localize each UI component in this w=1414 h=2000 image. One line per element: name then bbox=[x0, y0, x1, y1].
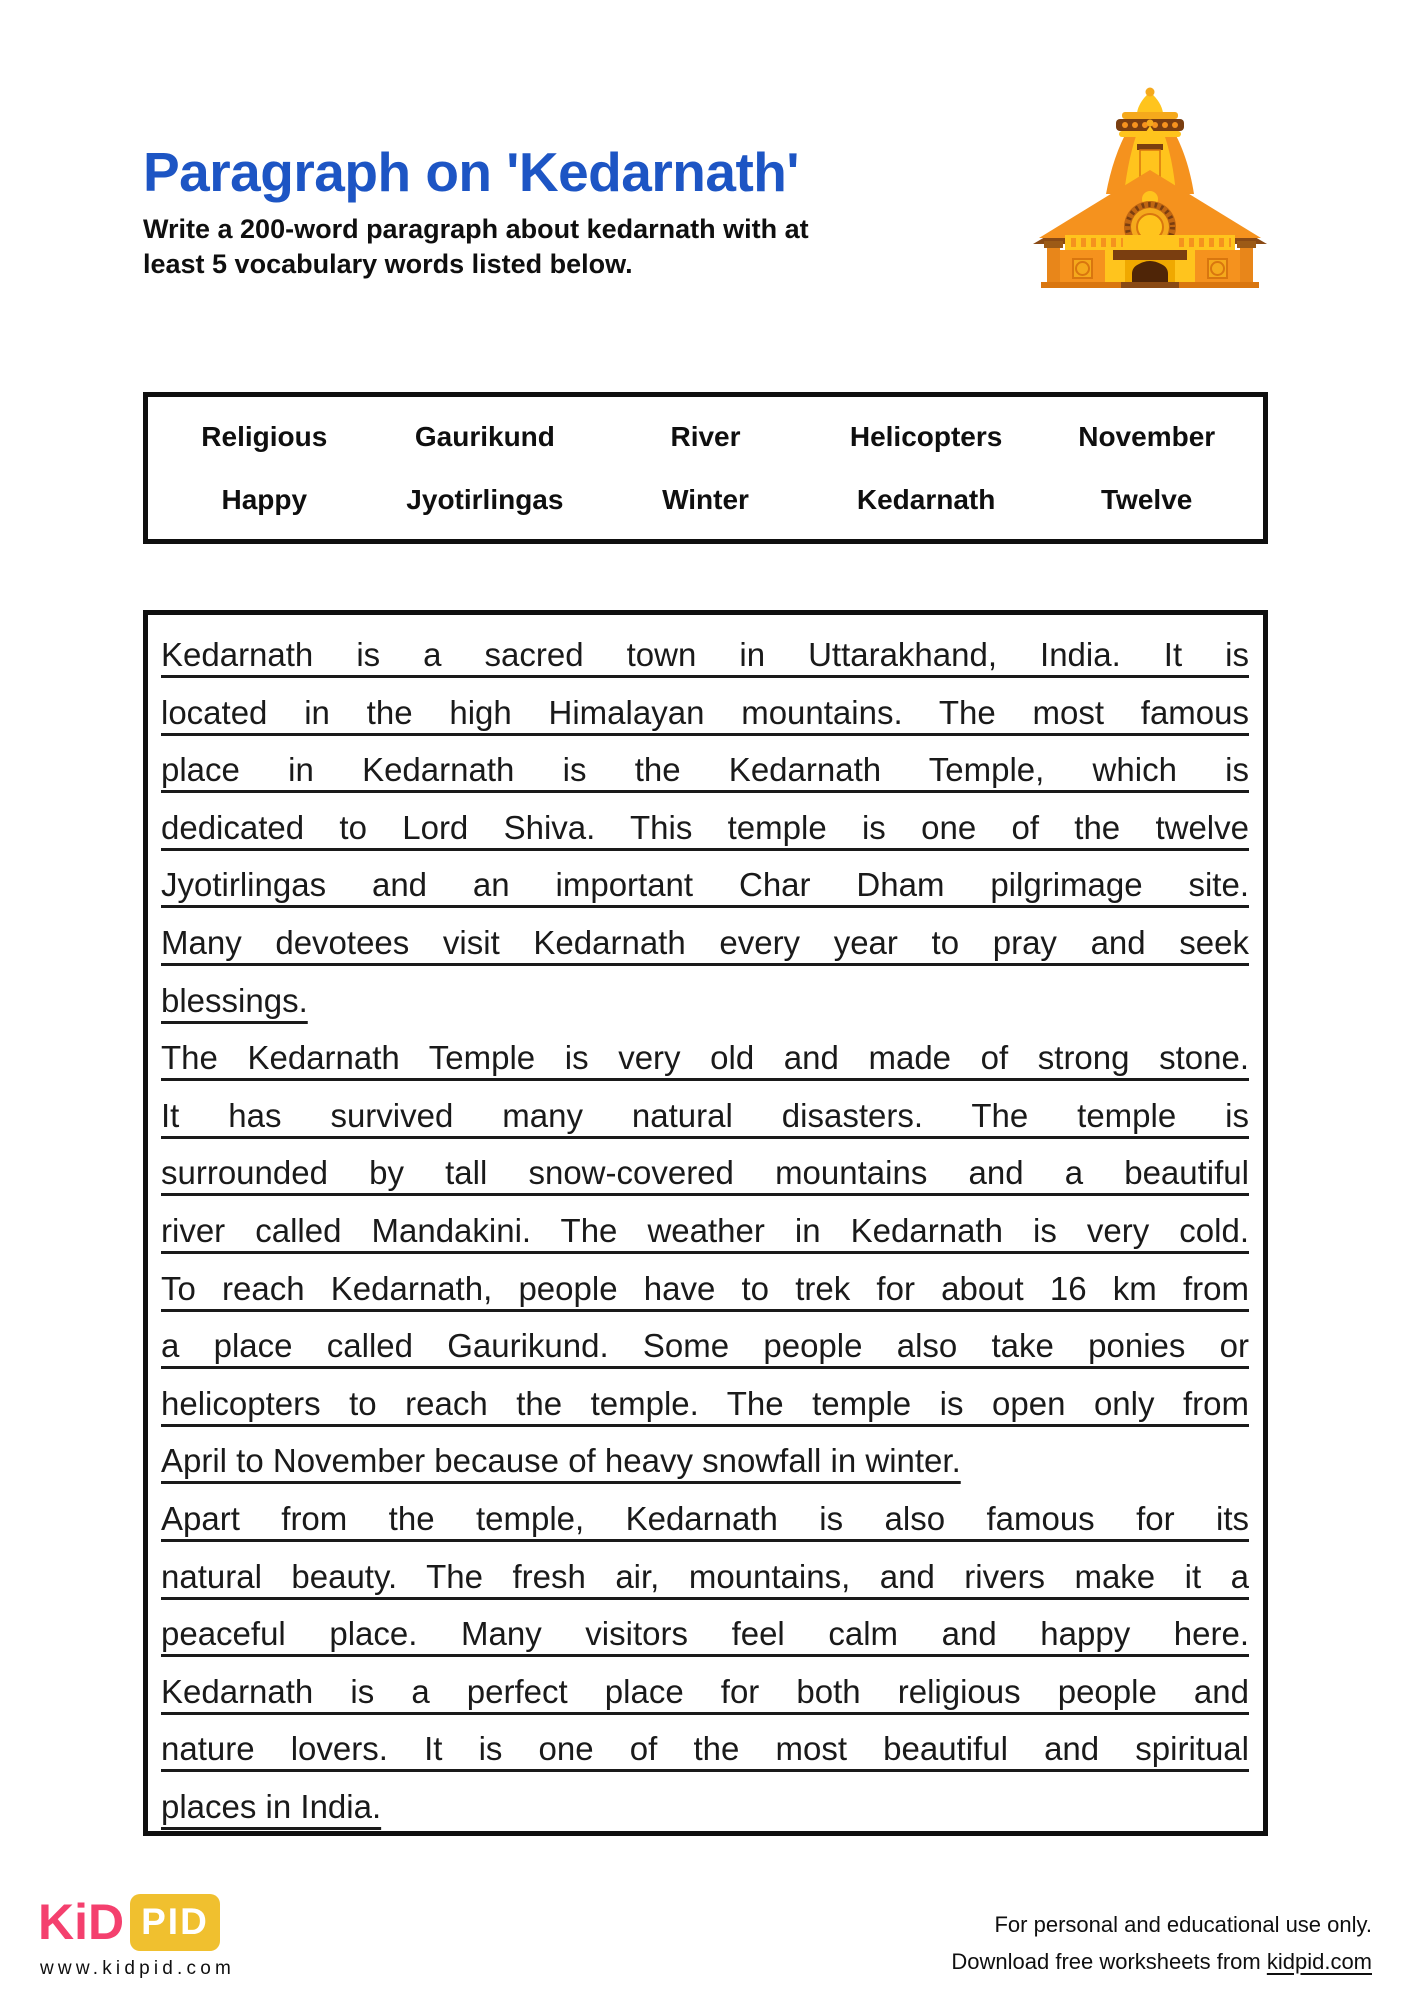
kidpid-link[interactable]: kidpid.com bbox=[1266, 1949, 1372, 1974]
essay-line: April to November because of heavy snowfall in winter. bbox=[161, 1442, 961, 1480]
essay-line: places in India. bbox=[161, 1787, 382, 1825]
footer-note-line-1: For personal and educational use only. bbox=[994, 1912, 1372, 1937]
essay-line: dedicated to Lord Shiva. This temple is one of the twelve bbox=[161, 808, 1249, 846]
essay-line: It has survived many natural disasters. The temple is bbox=[161, 1096, 1249, 1134]
worksheet-instructions bbox=[143, 212, 809, 282]
essay-line: helicopters to reach the temple. The temple is open only from bbox=[161, 1384, 1249, 1422]
essay-line: Apart from the temple, Kedarnath is also famous for its bbox=[161, 1499, 1249, 1537]
essay-line: natural beauty. The fresh air, mountains, and rivers make it a bbox=[161, 1557, 1249, 1595]
essay-line: nature lovers. It is one of the most beautiful and spiritual bbox=[161, 1730, 1249, 1768]
essay-line: place in Kedarnath is the Kedarnath Temple, which is bbox=[161, 751, 1249, 789]
vocab-word: November bbox=[1078, 420, 1216, 452]
instructions-line-1: Write a 200-word paragraph about kedarnath with at bbox=[143, 214, 809, 244]
essay-line: surrounded by tall snow-covered mountains and a beautiful bbox=[161, 1154, 1249, 1192]
vocab-word: Twelve bbox=[1101, 483, 1193, 515]
essay-line: river called Mandakini. The weather in Kedarnath is very cold. bbox=[161, 1211, 1249, 1249]
essay-line: blessings. bbox=[161, 981, 308, 1019]
essay-line: To reach Kedarnath, people have to trek for about 16 km from bbox=[161, 1269, 1249, 1307]
essay-line: peaceful place. Many visitors feel calm and happy here. bbox=[161, 1615, 1249, 1653]
kidpid-logo bbox=[38, 1893, 220, 1951]
kidpid-logo-pid: PID bbox=[130, 1894, 220, 1951]
essay-line: Jyotirlingas and an important Char Dham pilgrimage site. bbox=[161, 866, 1249, 904]
essay-line: a place called Gaurikund. Some people also take ponies or bbox=[161, 1327, 1249, 1365]
essay-line: Kedarnath is a sacred town in Uttarakhand, India. It is bbox=[161, 636, 1249, 673]
vocabulary-box bbox=[143, 392, 1268, 544]
essay-line: Kedarnath is a perfect place for both religious people and bbox=[161, 1672, 1249, 1710]
essay-line: The Kedarnath Temple is very old and made of strong stone. bbox=[161, 1039, 1249, 1077]
vocab-word: Religious bbox=[201, 420, 328, 452]
essay-line: Many devotees visit Kedarnath every year to pray and seek bbox=[161, 923, 1249, 961]
vocab-word: Kedarnath bbox=[856, 483, 996, 515]
vocab-word: River bbox=[670, 420, 741, 452]
footer-note-line-2: Download free worksheets from kidpid.com bbox=[951, 1949, 1372, 1974]
instructions-line-2: least 5 vocabulary words listed below. bbox=[143, 249, 633, 279]
vocab-word: Gaurikund bbox=[414, 420, 555, 452]
footer-note bbox=[951, 1906, 1372, 1980]
vocab-word: Winter bbox=[662, 483, 749, 515]
kedarnath-temple-illustration bbox=[1028, 86, 1272, 288]
page-title: Paragraph on 'Kedarnath' bbox=[143, 141, 799, 203]
kidpid-logo-kid: KiD bbox=[38, 1894, 125, 1950]
website-url: www.kidpid.com bbox=[40, 1958, 236, 1979]
essay-answer-box bbox=[143, 610, 1268, 1836]
vocab-word: Jyotirlingas bbox=[406, 483, 564, 515]
essay-line: located in the high Himalayan mountains. The most famous bbox=[161, 693, 1249, 731]
vocab-word: Helicopters bbox=[849, 420, 1003, 452]
vocab-word: Happy bbox=[221, 483, 308, 515]
